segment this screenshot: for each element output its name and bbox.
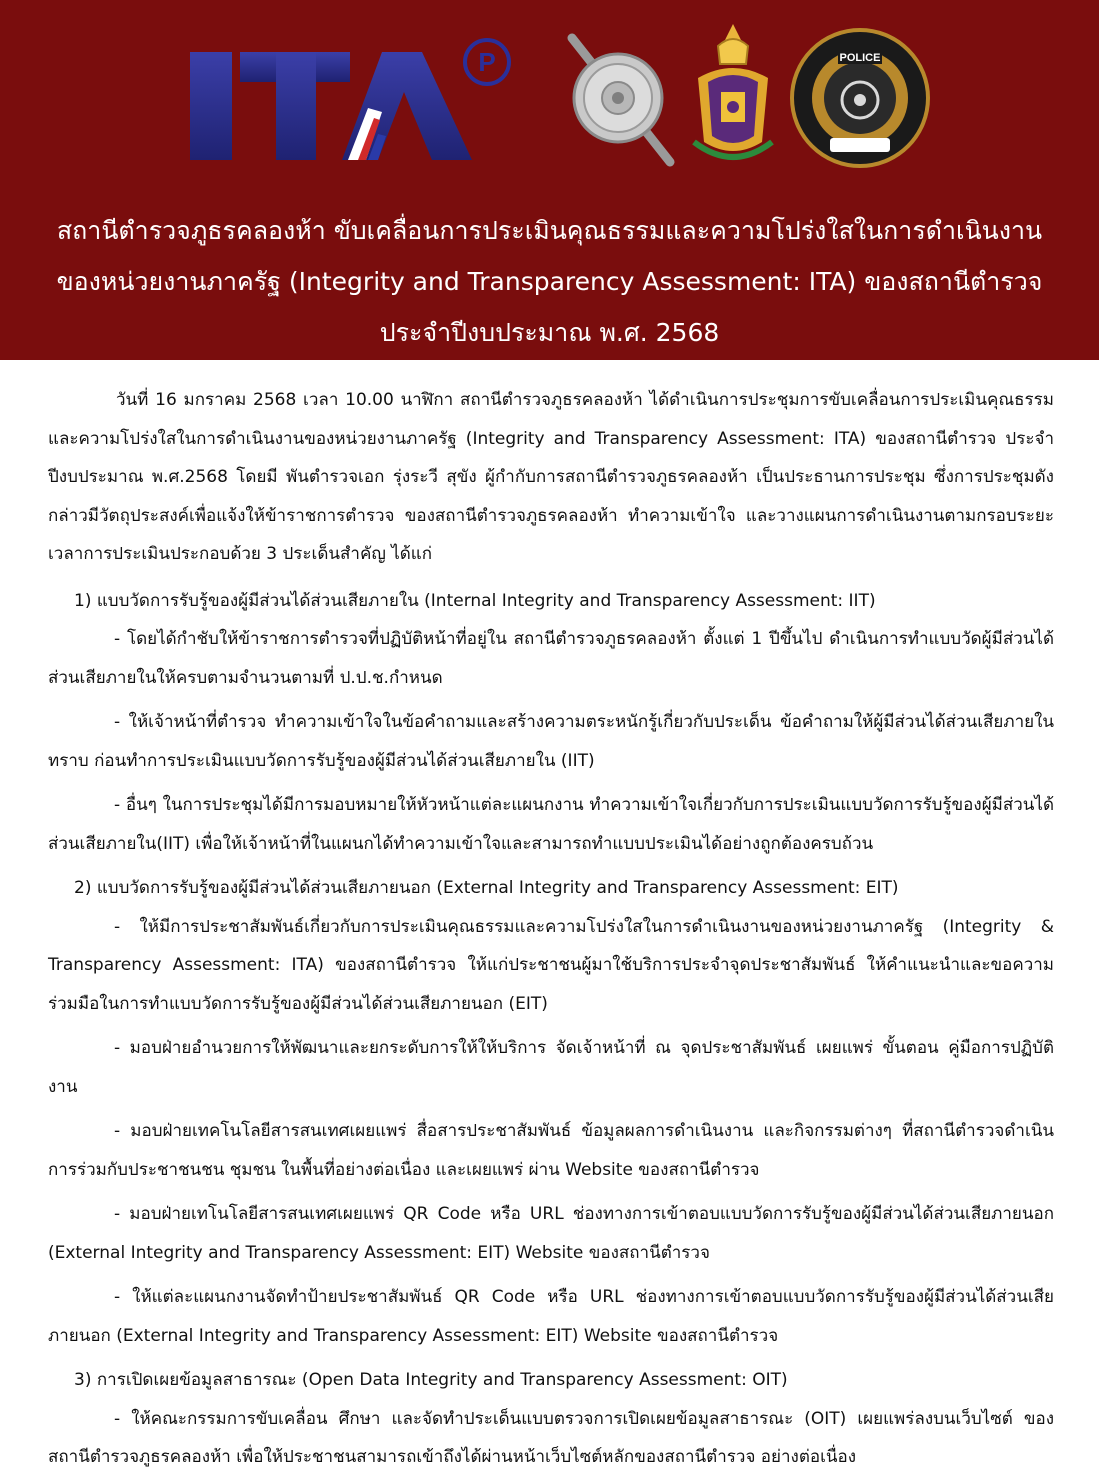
section-3-bullet-1: - ให้คณะกรรมการขับเคลื่อน ศึกษา และจัดทำประเด็นแบบตรวจการเปิดเผยข้อมูลสาธารณะ (OIT) เผยแพร่ลงบนเว็บไซต์ ของสถานีตำรวจภูธรคลองห้า เพื่อให้ประชาชนสามารถเข้าถึงได้ผ่านหน้าเว็บไซต์หลักของสถานีตำรวจ อย่างต่อเนื่อง xyxy=(48,1408,1054,1467)
headline-line-2: ของหน่วยงานภาครัฐ (Integrity and Transparency Assessment: ITA) ของสถานีตำรวจ xyxy=(56,267,1043,296)
section-3-heading: 3) การเปิดเผยข้อมูลสาธารณะ (Open Data Integrity and Transparency Assessment: OIT) xyxy=(74,1370,788,1390)
police-seal xyxy=(790,28,930,168)
headline xyxy=(30,205,1069,358)
article-body xyxy=(48,381,1054,1477)
section-2-heading: 2) แบบวัดการรับรู้ของผู้มีส่วนได้ส่วนเสียภายนอก (External Integrity and Transparency Assessment: EIT) xyxy=(74,878,899,898)
section-2-bullet-2: - มอบฝ่ายอำนวยการให้พัฒนาและยกระดับการให้ให้บริการ จัดเจ้าหน้าที่ ณ จุดประชาสัมพันธ์ เผยแพร่ ขั้นตอน คู่มือการปฏิบัติงาน xyxy=(48,1038,1054,1097)
headline-line-1: สถานีตำรวจภูธรคลองห้า ขับเคลื่อนการประเมินคุณธรรมและความโปร่งใสในการดำเนินงาน xyxy=(56,216,1043,245)
section-2-bullet-5: - ให้แต่ละแผนกงานจัดทำป้ายประชาสัมพันธ์ QR Code หรือ URL ช่องทางการเข้าตอบแบบวัดการรับรู้ของผู้มีส่วนได้ส่วนเสียภายนอก (External Integrity and Transparency Assessment: EIT) Website ของสถานีตำรวจ xyxy=(48,1287,1054,1346)
section-1-heading: 1) แบบวัดการรับรู้ของผู้มีส่วนได้ส่วนเสียภายใน (Internal Integrity and Transparency Assessment: IIT) xyxy=(74,590,876,611)
section-2-bullet-1: - ให้มีการประชาสัมพันธ์เกี่ยวกับการประเมินคุณธรรมและความโปร่งใสในการดำเนินงานของหน่วยงานภาครัฐ (Integrity & Transparency Assessment: ITA) ของสถานีตำรวจ ให้แก่ประชาชนผู้มาใช้บริการประจำจุดประชาสัมพันธ์ ให้คำแนะนำและขอความร่วมมือในการทำแบบวัดการรับรู้ของผู้มีส่วนได้ส่วนเสียภายนอก (EIT) xyxy=(48,916,1054,1014)
ita-p-mark: P xyxy=(478,47,496,77)
royal-sword-seal xyxy=(560,30,680,170)
government-crest xyxy=(688,22,778,172)
section-1-bullet-2: - ให้เจ้าหน้าที่ตำรวจ ทำความเข้าใจในข้อคำถามและสร้างความตระหนักรู้เกี่ยวกับประเด็น ข้อคำถามให้ผู้มีส่วนได้ส่วนเสียภายในทราบ ก่อนทำการประเมินแบบวัดการรับรู้ของผู้มีส่วนได้ส่วนเสียภายใน (IIT) xyxy=(48,712,1054,771)
police-seal-text: POLICE xyxy=(839,52,881,64)
header-banner xyxy=(0,0,1099,360)
section-1-bullet-3: - อื่นๆ ในการประชุมได้มีการมอบหมายให้หัวหน้าแต่ละแผนกงาน ทำความเข้าใจเกี่ยวกับการประเมินแบบวัดการรับรู้ของผู้มีส่วนได้ส่วนเสียภายใน(IIT) เพื่อให้เจ้าหน้าที่ในแผนกได้ทำความเข้าใจและสามารถทำแบบประเมินได้อย่างถูกต้องครบถ้วน xyxy=(48,795,1054,854)
intro-paragraph: วันที่ 16 มกราคม 2568 เวลา 10.00 นาฬิกา สถานีตำรวจภูธรคลองห้า ได้ดำเนินการประชุมการขับเคลื่อนการประเมินคุณธรรมและความโปร่งใสในการดำเนินงานของหน่วยงานภาครัฐ (Integrity and Transparency Assessment: ITA) ของสถานีตำรวจ ประจำปีงบประมาณ พ.ศ.2568 โดยมี พันตำรวจเอก รุ่งระวี สุขัง ผู้กำกับการสถานีตำรวจภูธรคลองห้า เป็นประธานการประชุม ซึ่งการประชุมดังกล่าวมีวัตถุประสงค์เพื่อแจ้งให้ข้าราชการตำรวจ ของสถานีตำรวจภูธรคลองห้า ทำความเข้าใจ และวางแผนการดำเนินงานตามกรอบระยะเวลาการประเมินประกอบด้วย 3 ประเด็นสำคัญ ได้แก่ xyxy=(48,390,1054,564)
logo-row xyxy=(0,10,1099,185)
ita-logo xyxy=(182,30,532,180)
section-1-bullet-1: - โดยได้กำชับให้ข้าราชการตำรวจที่ปฏิบัติหน้าที่อยู่ใน สถานีตำรวจภูธรคลองห้า ตั้งแต่ 1 ปีขึ้นไป ดำเนินการทำแบบวัดผู้มีส่วนได้ส่วนเสียภายในให้ครบตามจำนวนตามที่ ป.ป.ช.กำหนด xyxy=(48,629,1054,688)
headline-line-3: ประจำปีงบประมาณ พ.ศ. 2568 xyxy=(379,318,720,347)
section-2-bullet-3: - มอบฝ่ายเทคโนโลยีสารสนเทศเผยแพร่ สื่อสารประชาสัมพันธ์ ข้อมูลผลการดำเนินงาน และกิจกรรมต่างๆ ที่สถานีตำรวจดำเนินการร่วมกับประชาชนชน ชุมชน ในพื้นที่อย่างต่อเนื่อง และเผยแพร่ ผ่าน Website ของสถานีตำรวจ xyxy=(48,1121,1054,1180)
section-2-bullet-4: - มอบฝ่ายเทโนโลยีสารสนเทศเผยแพร่ QR Code หรือ URL ช่องทางการเข้าตอบแบบวัดการรับรู้ของผู้มีส่วนได้ส่วนเสียภายนอก (External Integrity and Transparency Assessment: EIT) Website ของสถานีตำรวจ xyxy=(48,1204,1054,1263)
